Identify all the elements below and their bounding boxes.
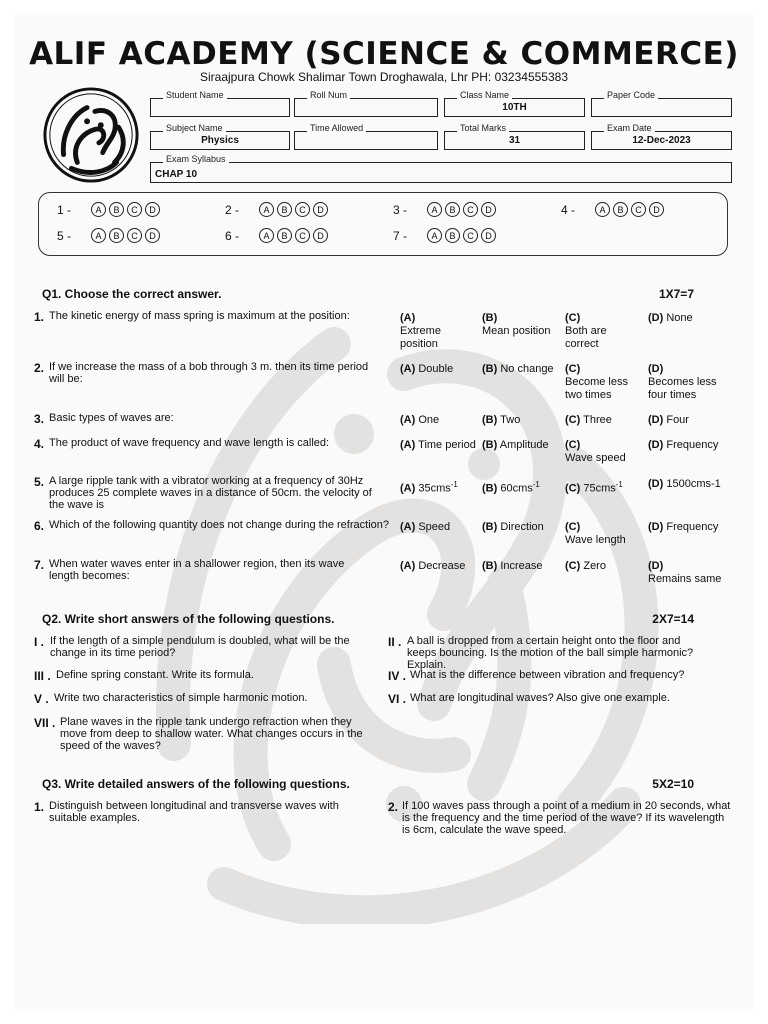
question-text: What are longitudinal waves? Also give one example. <box>410 692 670 704</box>
bubble-option[interactable]: B <box>277 202 292 217</box>
q3-marks: 5X2=10 <box>652 777 694 791</box>
option-c[interactable]: (C) Wave speed <box>565 439 626 464</box>
question-text: The product of wave frequency and wave length is called: <box>49 437 330 449</box>
question-text: Distinguish between longitudinal and transverse waves with suitable examples. <box>49 800 339 824</box>
option-b[interactable]: (B) No change <box>482 363 554 375</box>
option-a[interactable]: (A) Speed <box>400 521 451 533</box>
option-b[interactable]: (B) Mean position <box>482 312 551 337</box>
q2-marks: 2X7=14 <box>652 612 694 626</box>
question-text: If we increase the mass of a bob through 3 m. then its time period will be: <box>49 361 369 385</box>
bubble-option[interactable]: A <box>427 202 442 217</box>
option-d[interactable]: (D) Remains same <box>648 560 722 585</box>
bubble-option[interactable]: D <box>145 228 160 243</box>
option-d[interactable]: (D) Becomes less four times <box>648 363 717 401</box>
question-text: Which of the following quantity does not change during the refraction? <box>49 519 389 531</box>
bubble-row: 4 - A B C D <box>561 202 667 217</box>
bubble-row: 5 - A B C D <box>57 228 163 243</box>
bubble-option[interactable]: B <box>109 228 124 243</box>
bubble-option[interactable]: C <box>127 228 142 243</box>
question-text: What is the difference between vibration and frequency? <box>410 669 685 681</box>
question-text: Write two characteristics of simple harmonic motion. <box>54 692 308 704</box>
roll-num-field[interactable]: Roll Num <box>294 98 438 117</box>
option-b[interactable]: (B) Amplitude <box>482 439 549 451</box>
question-number: V . <box>34 692 49 706</box>
q3-heading: Q3. Write detailed answers of the following questions. <box>42 777 350 791</box>
option-d[interactable]: (D) Frequency <box>648 521 719 533</box>
option-d[interactable]: (D) Frequency <box>648 439 719 451</box>
question-number: 1. <box>34 310 45 324</box>
option-b[interactable]: (B) Two <box>482 414 521 426</box>
bubble-option[interactable]: A <box>595 202 610 217</box>
bubble-option[interactable]: B <box>445 228 460 243</box>
time-allowed-field[interactable]: Time Allowed <box>294 131 438 150</box>
question-number: 2. <box>388 800 399 814</box>
option-d[interactable]: (D) 1500cms-1 <box>648 478 721 490</box>
bubble-option[interactable]: C <box>295 228 310 243</box>
answer-bubble-sheet <box>38 192 728 256</box>
exam-syllabus-field[interactable]: Exam Syllabus CHAP 10 <box>150 162 732 183</box>
bubble-row: 6 - A B C D <box>225 228 331 243</box>
question-number: II . <box>388 635 402 649</box>
bubble-option[interactable]: B <box>109 202 124 217</box>
bubble-option[interactable]: A <box>427 228 442 243</box>
question-number: 5. <box>34 475 45 489</box>
question-text: Plane waves in the ripple tank undergo refraction when they move from deep to shallow water. What changes occurs in the speed of the waves? <box>60 716 363 752</box>
bubble-option[interactable]: D <box>649 202 664 217</box>
question-text: A large ripple tank with a vibrator working at a frequency of 30Hz produces 25 complete waves in a distance of 50cm. the velocity of the wave is <box>49 475 372 511</box>
bubble-option[interactable]: A <box>91 202 106 217</box>
academy-title: ALIF ACADEMY (SCIENCE & COMMERCE) <box>29 36 739 72</box>
option-a[interactable]: (A) 35cms$^{-1}$ <box>400 480 458 495</box>
option-b[interactable]: (B) 60cms$^{-1}$ <box>482 480 540 495</box>
bubble-option[interactable]: D <box>313 202 328 217</box>
option-c[interactable]: (C) 75cms$^{-1}$ <box>565 480 623 495</box>
student-name-field[interactable]: Student Name <box>150 98 290 117</box>
option-c[interactable]: (C) Three <box>565 414 612 426</box>
bubble-option[interactable]: B <box>445 202 460 217</box>
option-a[interactable]: (A) Time period <box>400 439 476 451</box>
bubble-option[interactable]: D <box>145 202 160 217</box>
exam-paper <box>14 14 754 1010</box>
bubble-row: 2 - A B C D <box>225 202 331 217</box>
q1-heading: Q1. Choose the correct answer. <box>42 287 222 301</box>
bubble-row: 7 - A B C D <box>393 228 499 243</box>
bubble-option[interactable]: B <box>277 228 292 243</box>
question-text: When water waves enter in a shallower region, then its wave length becomes: <box>49 558 345 582</box>
question-text: If the length of a simple pendulum is doubled, what will be the change in its time period? <box>50 635 350 659</box>
question-number: 4. <box>34 437 45 451</box>
paper-code-field[interactable]: Paper Code <box>591 98 732 117</box>
option-c[interactable]: (C) Zero <box>565 560 606 572</box>
subject-name-field[interactable]: Subject Name Physics <box>150 131 290 150</box>
question-number: III . <box>34 669 51 683</box>
bubble-option[interactable]: C <box>463 228 478 243</box>
question-number: 3. <box>34 412 45 426</box>
option-a[interactable]: (A) Extreme position <box>400 312 441 350</box>
class-name-field[interactable]: Class Name 10TH <box>444 98 585 117</box>
bubble-option[interactable]: C <box>631 202 646 217</box>
bubble-row: 1 - A B C D <box>57 202 163 217</box>
bubble-option[interactable]: C <box>127 202 142 217</box>
bubble-option[interactable]: C <box>463 202 478 217</box>
question-text: Basic types of waves are: <box>49 412 174 424</box>
q2-heading: Q2. Write short answers of the following questions. <box>42 612 335 626</box>
option-d[interactable]: (D) None <box>648 312 693 324</box>
q1-marks: 1X7=7 <box>658 287 694 301</box>
bubble-option[interactable]: D <box>481 228 496 243</box>
bubble-option[interactable]: B <box>613 202 628 217</box>
question-number: VI . <box>388 692 407 706</box>
question-text: A ball is dropped from a certain height onto the floor and keeps bouncing. Is the motion of the ball simple harmonic? Explain. <box>407 635 694 671</box>
option-c[interactable]: (C) Wave length <box>565 521 626 546</box>
bubble-row: 3 - A B C D <box>393 202 499 217</box>
bubble-option[interactable]: D <box>313 228 328 243</box>
question-number: 2. <box>34 361 45 375</box>
question-number: 6. <box>34 519 45 533</box>
option-c[interactable]: (C) Become less two times <box>565 363 628 401</box>
question-number: IV . <box>388 669 407 683</box>
option-b[interactable]: (B) Direction <box>482 521 544 533</box>
question-number: I . <box>34 635 45 649</box>
question-number: VII . <box>34 716 56 730</box>
bubble-option[interactable]: C <box>295 202 310 217</box>
bubble-option[interactable]: A <box>259 228 274 243</box>
academy-address: Siraajpura Chowk Shalimar Town Droghawala, Lhr PH: 03234555383 <box>200 70 568 84</box>
option-a[interactable]: (A) One <box>400 414 440 426</box>
academy-logo-icon <box>42 86 140 184</box>
question-number: 1. <box>34 800 45 814</box>
total-marks-field[interactable]: Total Marks 31 <box>444 131 585 150</box>
question-text: The kinetic energy of mass spring is maximum at the position: <box>49 310 350 322</box>
option-b[interactable]: (B) Increase <box>482 560 543 572</box>
question-number: 7. <box>34 558 45 572</box>
option-d[interactable]: (D) Four <box>648 414 689 426</box>
bubble-option[interactable]: D <box>481 202 496 217</box>
question-text: If 100 waves pass through a point of a medium in 20 seconds, what is the frequency and the time period of the wave? If its wavelength is 6cm, calculate the wave speed. <box>402 800 731 836</box>
option-a[interactable]: (A) Decrease <box>400 560 466 572</box>
exam-date-field[interactable]: Exam Date 12-Dec-2023 <box>591 131 732 150</box>
bubble-option[interactable]: A <box>259 202 274 217</box>
question-text: Define spring constant. Write its formula. <box>56 669 254 681</box>
option-c[interactable]: (C) Both are correct <box>565 312 607 350</box>
option-a[interactable]: (A) Double <box>400 363 454 375</box>
bubble-option[interactable]: A <box>91 228 106 243</box>
